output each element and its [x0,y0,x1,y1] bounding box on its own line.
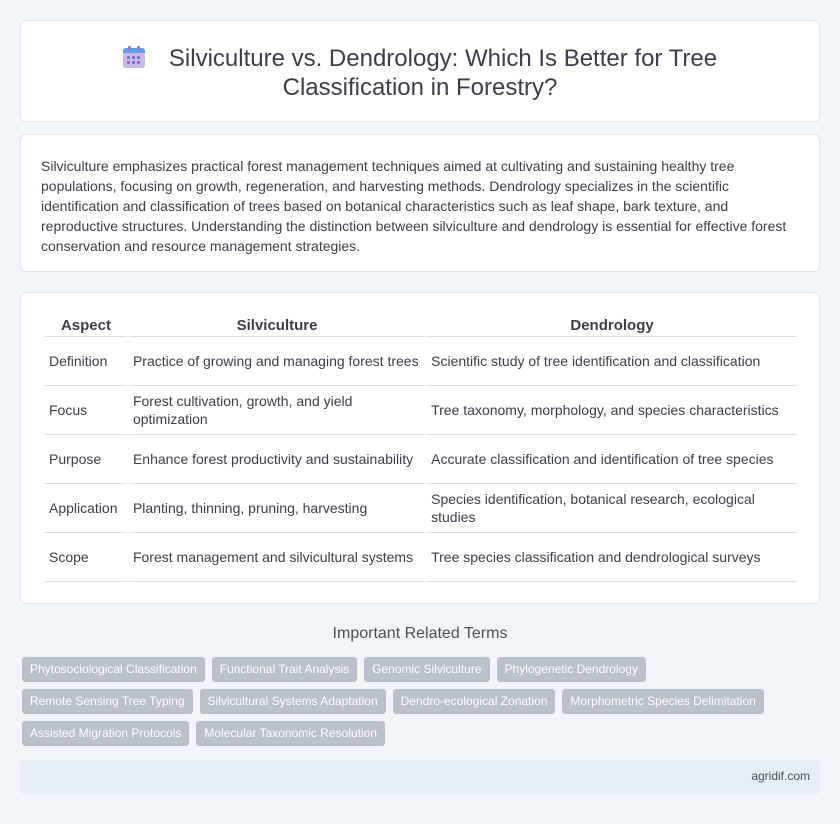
table-cell: Purpose [45,435,127,484]
related-term-tag[interactable]: Morphometric Species Delimitation [562,689,763,714]
table-cell: Enhance forest productivity and sustainability [129,435,425,484]
table-row [45,533,797,582]
table-cell: Focus [45,386,127,435]
page-title: Silviculture vs. Dendrology: Which Is Better for Tree Classification in Forestry? [168,45,718,101]
column-header: Aspect [45,315,127,337]
header-card [20,20,820,122]
tag-row [22,689,802,714]
comparison-table [43,315,799,582]
table-cell: Forest cultivation, growth, and yield optimization [129,386,425,435]
calendar-icon [123,47,145,68]
footer-site-link[interactable]: agridif.com [751,769,810,783]
table-cell: Planting, thinning, pruning, harvesting [129,484,425,533]
table-header-row [45,315,797,337]
related-terms-list [22,657,802,753]
related-term-tag[interactable]: Silvicultural Systems Adaptation [200,689,386,714]
table-cell: Scientific study of tree identification and classification [427,337,797,386]
related-term-tag[interactable]: Phylogenetic Dendrology [497,657,646,682]
related-term-tag[interactable]: Remote Sensing Tree Typing [22,689,193,714]
table-cell: Tree taxonomy, morphology, and species characteristics [427,386,797,435]
related-terms-title: Important Related Terms [332,625,508,642]
table-row [45,484,797,533]
intro-paragraph: Silviculture emphasizes practical forest management techniques aimed at cultivating and sustaining healthy tree populations, focusing on growth, regeneration, and harvesting methods. Dendrology specializes in the scientific identification and classification of trees based on botanical characteristics such as leaf shape, bark texture, and reproductive structures. Understanding the distinction between silviculture and dendrology is essential for effective forest conservation and resource management strategies. [41,158,787,254]
comparison-card [20,292,820,604]
related-term-tag[interactable]: Phytosociological Classification [22,657,205,682]
related-term-tag[interactable]: Assisted Migration Protocols [22,721,189,746]
table-row [45,386,797,435]
table-row [45,337,797,386]
tag-row [22,657,802,682]
intro-card [20,134,820,272]
table-cell: Scope [45,533,127,582]
table-cell: Species identification, botanical research, ecological studies [427,484,797,533]
table-cell: Practice of growing and managing forest trees [129,337,425,386]
related-term-tag[interactable]: Functional Trait Analysis [212,657,357,682]
column-header: Dendrology [427,315,797,337]
tag-row [22,721,802,746]
table-cell: Application [45,484,127,533]
table-row [45,435,797,484]
table-cell: Forest management and silvicultural systems [129,533,425,582]
related-term-tag[interactable]: Dendro-ecological Zonation [393,689,556,714]
table-cell: Definition [45,337,127,386]
page-title-wrap [21,44,819,102]
column-header: Silviculture [129,315,425,337]
table-cell: Accurate classification and identification of tree species [427,435,797,484]
related-term-tag[interactable]: Genomic Silviculture [364,657,489,682]
footer [20,760,820,794]
table-cell: Tree species classification and dendrological surveys [427,533,797,582]
related-term-tag[interactable]: Molecular Taxonomic Resolution [196,721,385,746]
